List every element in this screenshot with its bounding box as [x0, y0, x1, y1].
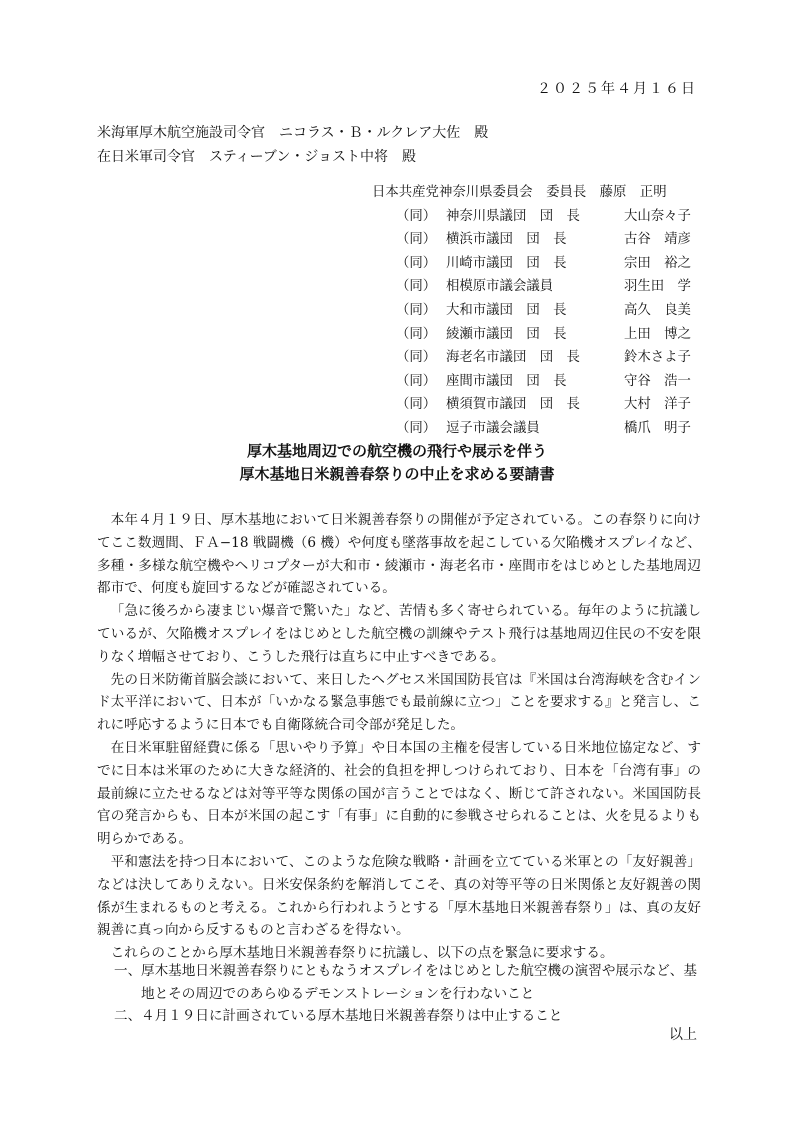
sender-prefix: （同） — [396, 397, 437, 413]
body-paragraph: これらのことから厚木基地日米親善春祭りに抗議し、以下の点を緊急に要求する。 — [110, 945, 614, 962]
sender-row — [372, 299, 698, 323]
demand-list — [114, 960, 704, 1028]
sender-name: 橋爪 明子 — [624, 420, 691, 436]
sender-block — [372, 181, 698, 441]
sender-name: 羽生田 学 — [624, 279, 691, 295]
sender-prefix: （同） — [396, 255, 437, 271]
demand-text: 厚木基地日米親善春祭りにともなうオスプレイをはじめとした航空機の演習や展示など、基地とその周辺でのあらゆるデモンストレーションを行わないこと — [141, 963, 697, 1002]
addressee-block — [97, 121, 488, 169]
sender-affiliation: 座間市議団 団 長 — [446, 373, 567, 389]
body-paragraph: 在日米軍駐留経費に係る「思いやり予算」や日本国の主権を侵害している日米地位協定など、すでに日本は米軍のために大きな経済的、社会的負担を押しつけられており、日本を「台湾有事」の最前線に立たせるなどは対等平等な関係の国が言うことではなく、断じて許されない。米国国防長官の発言からも、日本が米国の起こす「有事」に自動的に参戦させられることは、火を見るよりも明らかである。 — [97, 739, 701, 848]
sender-prefix: （同） — [396, 232, 437, 248]
body-paragraph: 「急に後ろから凄まじい爆音で驚いた」など、苦情も多く寄せられている。毎年のように抗議しているが、欠陥機オスプレイをはじめとした航空機の訓練やテスト飛行は基地周辺住民の不安を限りなく増幅させており、こうした飛行は直ちに中止すべきである。 — [97, 603, 701, 665]
demand-text: ４月１９日に計画されている厚木基地日米親善春祭りは中止すること — [141, 1008, 563, 1025]
sender-name: 上田 博之 — [624, 326, 691, 342]
sender-row — [372, 205, 698, 229]
body-paragraph: 先の日米防衛首脳会談において、来日したヘグセス米国国防長官は『米国は台湾海峡を含むインド太平洋において、日本が「いかなる緊急事態でも最前線に立つ」ことを要求する』と発言し、これに呼応するように日本でも自衛隊統合司令部が発足した。 — [97, 671, 701, 734]
sender-name: 宗田 裕之 — [624, 255, 691, 271]
sender-affiliation: 海老名市議団 団 長 — [446, 350, 580, 366]
addressee-line: 米海軍厚木航空施設司令官 ニコラス・Ｂ・ルクレア大佐 殿 — [97, 125, 489, 141]
sender-affiliation: 川崎市議団 団 長 — [446, 255, 567, 271]
sender-prefix: （同） — [396, 350, 437, 366]
sender-row — [372, 393, 698, 417]
addressee-line: 在日米軍司令官 スティーブン・ジョスト中将 殿 — [97, 149, 417, 165]
sender-prefix: （同） — [396, 208, 437, 224]
sender-row — [372, 275, 698, 299]
sender-lead: 日本共産党神奈川県委員会 委員長 藤原 正明 — [372, 185, 667, 200]
sender-rows — [372, 205, 698, 441]
sender-row — [372, 228, 698, 252]
sender-name: 大山奈々子 — [624, 208, 691, 224]
document-date: ２０２５年４月１６日 — [537, 81, 697, 97]
sender-name: 鈴木さよ子 — [624, 350, 691, 366]
demand-item — [114, 1005, 704, 1028]
sender-affiliation: 相模原市議会議員 — [446, 279, 554, 295]
closing-remark: 以上 — [669, 1027, 697, 1043]
sender-name: 大村 洋子 — [624, 397, 691, 413]
sender-name: 古谷 靖彦 — [624, 232, 691, 248]
sender-prefix: （同） — [396, 420, 437, 436]
sender-row — [372, 370, 698, 394]
sender-name: 守谷 浩一 — [624, 373, 691, 389]
sender-affiliation: 逗子市議会議員 — [446, 420, 540, 436]
sender-prefix: （同） — [396, 302, 437, 318]
demand-number: 一、 — [114, 963, 142, 979]
sender-affiliation: 神奈川県議団 団 長 — [446, 208, 580, 224]
sender-row — [372, 323, 698, 347]
sender-prefix: （同） — [396, 279, 437, 295]
document-title — [0, 440, 794, 486]
demand-number: 二、 — [114, 1008, 142, 1025]
sender-affiliation: 横須賀市議団 団 長 — [446, 397, 580, 413]
body-paragraph: 本年４月１９日、厚木基地において日米親善春祭りの開催が予定されている。この春祭りに向けてここ数週間、ＦＡ−18 戦闘機（6 機）や何度も墜落事故を起こしている欠陥機オスプレイなど、多種・多様な航空機やヘリコプターが大和市・綾瀬市・海老名市・座間市をはじめとした基地周辺都市で、何度も旋回するなどが確認されている。 — [97, 512, 701, 597]
sender-name: 高久 良美 — [624, 302, 691, 318]
body-paragraph: 平和憲法を持つ日本において、このような危険な戦略・計画を立てている米軍との「友好親善」などは決してありえない。日米安保条約を解消してこそ、真の対等平等の日米関係と友好親善の関係が生まれるものと考える。これから行われようとする「厚木基地日米親善春祭り」は、真の友好親善に真っ向から反するものと言わざるを得ない。 — [97, 853, 701, 939]
sender-prefix: （同） — [396, 326, 437, 342]
title-line: 厚木基地日米親善春祭りの中止を求める要請書 — [239, 465, 555, 483]
sender-affiliation: 大和市議団 団 長 — [446, 302, 567, 318]
demand-item — [114, 960, 704, 1005]
sender-prefix: （同） — [396, 373, 437, 389]
sender-affiliation: 横浜市議団 団 長 — [446, 232, 567, 248]
sender-row — [372, 417, 698, 441]
sender-affiliation: 綾瀬市議団 団 長 — [446, 326, 567, 342]
sender-row — [372, 252, 698, 276]
document-body — [97, 509, 701, 965]
title-line: 厚木基地周辺での航空機の飛行や展示を伴う — [246, 442, 547, 460]
sender-row — [372, 346, 698, 370]
